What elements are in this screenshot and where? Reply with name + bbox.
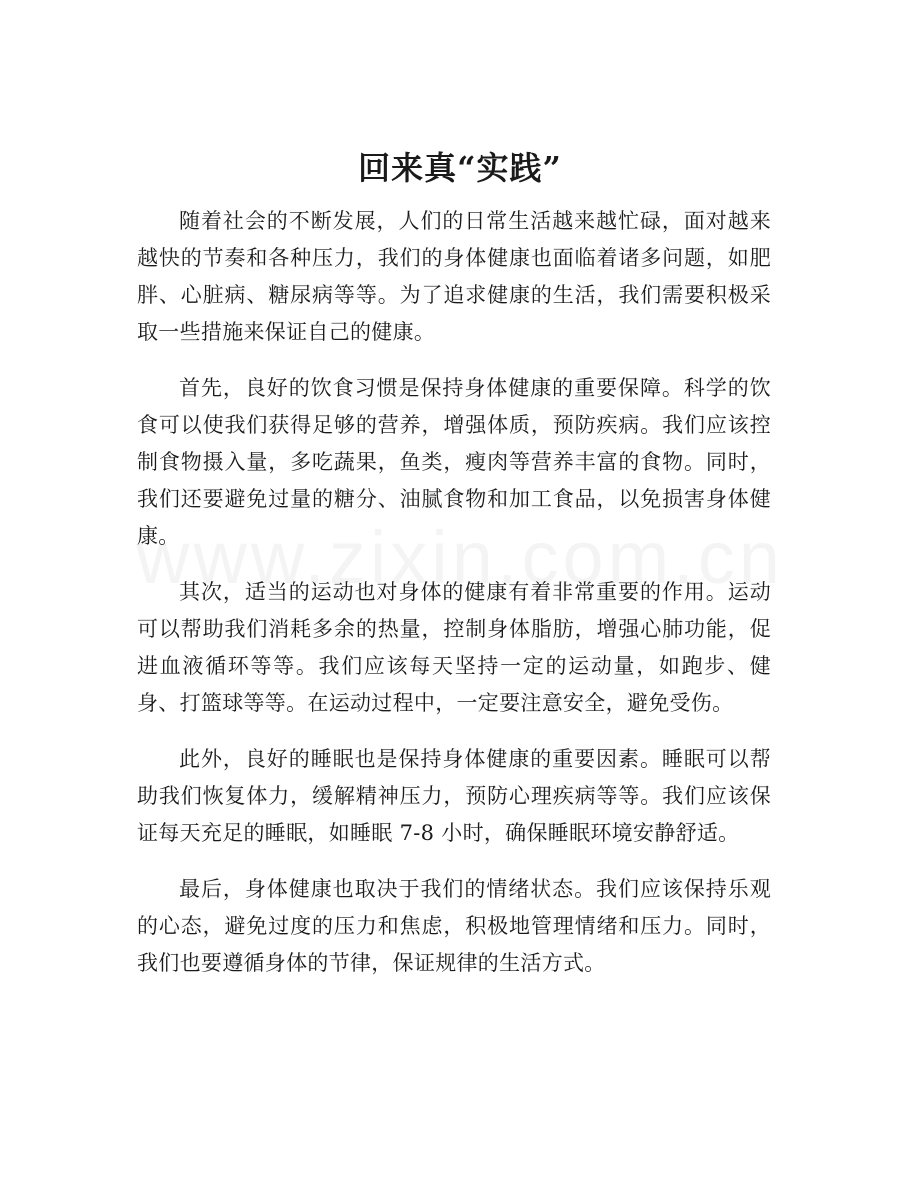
paragraph-diet: 首先，良好的饮食习惯是保持身体健康的重要保障。科学的饮食可以使我们获得足够的营养，增强体质，预防疾病。我们应该控制食物摄入量，多吃蔬果，鱼类，瘦肉等营养丰富的食物。同时，我们还要避免过量的糖分、油腻食物和加工食品，以免损害身体健康。 — [137, 376, 771, 548]
paragraph-exercise: 其次，适当的运动也对身体的健康有着非常重要的作用。运动可以帮助我们消耗多余的热量，控制身体脂肪，增强心肺功能，促进血液循环等等。我们应该每天坚持一定的运动量，如跑步、健身、打篮球等等。在运动过程中，一定要注意安全，避免受伤。 — [137, 580, 771, 715]
paragraph-sleep: 此外，良好的睡眠也是保持身体健康的重要因素。睡眠可以帮助我们恢复体力，缓解精神压力，预防心理疾病等等。我们应该保证每天充足的睡眠，如睡眠 7-8 小时，确保睡眠环境安静舒适。 — [137, 747, 771, 845]
paragraph-emotion: 最后，身体健康也取决于我们的情绪状态。我们应该保持乐观的心态，避免过度的压力和焦虑，积极地管理情绪和压力。同时，我们也要遵循身体的节律，保证规律的生活方式。 — [137, 877, 771, 975]
document-title: 回来真“实践” — [358, 149, 562, 187]
document-body — [137, 203, 771, 1001]
paragraph-intro: 随着社会的不断发展，人们的日常生活越来越忙碌，面对越来越快的节奏和各种压力，我们的身体健康也面临着诸多问题，如肥胖、心脏病、糖尿病等等。为了追求健康的生活，我们需要积极采取一些措施来保证自己的健康。 — [137, 209, 771, 344]
